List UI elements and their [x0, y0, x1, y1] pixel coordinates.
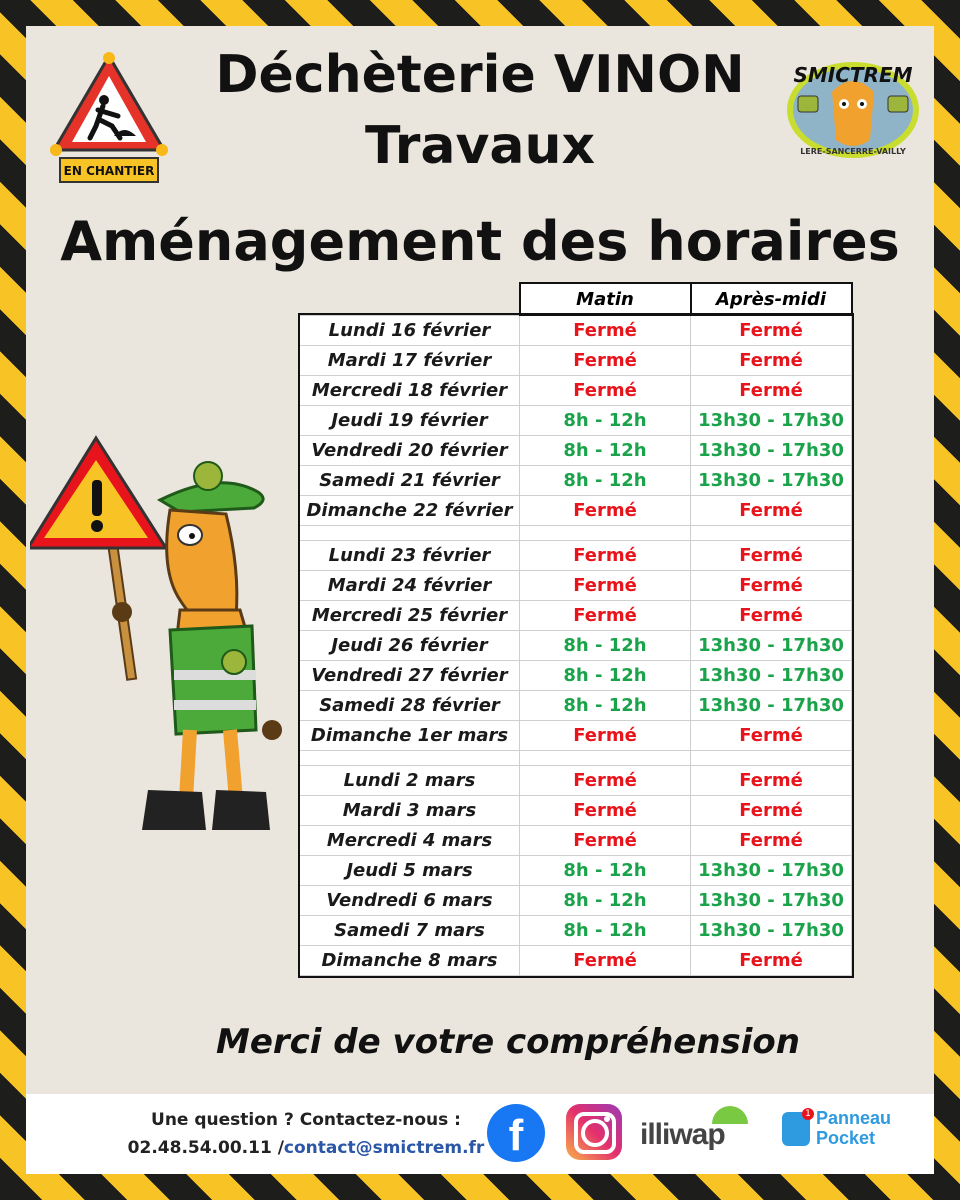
mascot-goat-illustration [30, 430, 300, 850]
am-cell: 8h - 12h [520, 856, 691, 886]
am-cell: Fermé [520, 346, 691, 376]
week-spacer-row [300, 526, 852, 541]
spacer-cell [300, 526, 520, 541]
am-cell: Fermé [520, 376, 691, 406]
table-row [300, 721, 852, 751]
spacer-cell [691, 751, 852, 766]
table-row [300, 571, 852, 601]
pm-cell: 13h30 - 17h30 [691, 436, 852, 466]
instagram-icon[interactable] [566, 1104, 622, 1160]
table-row [300, 496, 852, 526]
am-cell: 8h - 12h [520, 406, 691, 436]
pm-cell: Fermé [691, 376, 852, 406]
day-cell: Dimanche 8 mars [300, 946, 520, 976]
en-chantier-label: EN CHANTIER [63, 164, 155, 178]
page-subtitle: Travaux [364, 116, 596, 176]
table-header-row [300, 283, 852, 315]
contact-email-link[interactable]: contact@smictrem.fr [283, 1138, 485, 1158]
table-row [300, 856, 852, 886]
header-pm: Après-midi [691, 283, 852, 315]
pm-cell: 13h30 - 17h30 [691, 691, 852, 721]
panneaupocket-line1: Panneau [816, 1108, 892, 1128]
pm-cell: 13h30 - 17h30 [691, 661, 852, 691]
pm-cell: Fermé [691, 826, 852, 856]
section-heading: Aménagement des horaires [60, 210, 900, 273]
contact-block [96, 1106, 516, 1162]
footer-bar [26, 1094, 934, 1174]
am-cell: Fermé [520, 826, 691, 856]
day-cell: Mercredi 4 mars [300, 826, 520, 856]
pm-cell: Fermé [691, 496, 852, 526]
day-cell: Vendredi 27 février [300, 661, 520, 691]
am-cell: Fermé [520, 766, 691, 796]
panneaupocket-label[interactable] [816, 1108, 891, 1148]
pm-cell: Fermé [691, 946, 852, 976]
pm-cell: 13h30 - 17h30 [691, 466, 852, 496]
week-spacer-row [300, 751, 852, 766]
table-row [300, 826, 852, 856]
closing-message: Merci de votre compréhension [215, 1022, 800, 1062]
table-row [300, 315, 852, 346]
pm-cell: Fermé [691, 601, 852, 631]
smictrem-logo-subtext: LERE-SANCERRE-VAILLY [800, 147, 906, 156]
pm-cell: Fermé [691, 315, 852, 346]
schedule-body [300, 315, 852, 976]
pm-cell: Fermé [691, 766, 852, 796]
illiwap-icon[interactable]: illiwap [640, 1118, 725, 1151]
am-cell: 8h - 12h [520, 691, 691, 721]
day-cell: Jeudi 26 février [300, 631, 520, 661]
table-row [300, 766, 852, 796]
am-cell: 8h - 12h [520, 916, 691, 946]
day-cell: Samedi 21 février [300, 466, 520, 496]
smictrem-logo-text: SMICTREM [793, 63, 913, 87]
contact-question: Une question ? Contactez-nous : [151, 1110, 461, 1130]
pm-cell: 13h30 - 17h30 [691, 406, 852, 436]
spacer-cell [520, 526, 691, 541]
am-cell: Fermé [520, 571, 691, 601]
day-cell: Dimanche 22 février [300, 496, 520, 526]
pm-cell: Fermé [691, 796, 852, 826]
table-row [300, 631, 852, 661]
table-row [300, 946, 852, 976]
table-row [300, 466, 852, 496]
facebook-icon[interactable]: f [487, 1104, 545, 1162]
table-row [300, 691, 852, 721]
schedule-table [299, 282, 853, 976]
contact-phone: 02.48.54.00.11 / [127, 1138, 284, 1158]
table-row [300, 376, 852, 406]
table-row [300, 661, 852, 691]
am-cell: 8h - 12h [520, 886, 691, 916]
table-row [300, 796, 852, 826]
am-cell: 8h - 12h [520, 631, 691, 661]
day-cell: Dimanche 1er mars [300, 721, 520, 751]
pm-cell: 13h30 - 17h30 [691, 856, 852, 886]
am-cell: Fermé [520, 601, 691, 631]
table-row [300, 406, 852, 436]
table-row [300, 886, 852, 916]
day-cell: Jeudi 5 mars [300, 856, 520, 886]
day-cell: Vendredi 6 mars [300, 886, 520, 916]
am-cell: 8h - 12h [520, 466, 691, 496]
spacer-cell [691, 526, 852, 541]
day-cell: Lundi 23 février [300, 541, 520, 571]
spacer-cell [520, 751, 691, 766]
am-cell: Fermé [520, 541, 691, 571]
day-cell: Lundi 2 mars [300, 766, 520, 796]
header-am: Matin [520, 283, 691, 315]
pm-cell: 13h30 - 17h30 [691, 886, 852, 916]
pm-cell: Fermé [691, 571, 852, 601]
day-cell: Jeudi 19 février [300, 406, 520, 436]
day-cell: Mardi 3 mars [300, 796, 520, 826]
day-cell: Lundi 16 février [300, 315, 520, 346]
header-blank-cell [300, 283, 520, 315]
am-cell: Fermé [520, 496, 691, 526]
spacer-cell [300, 751, 520, 766]
am-cell: 8h - 12h [520, 436, 691, 466]
day-cell: Samedi 28 février [300, 691, 520, 721]
day-cell: Mardi 17 février [300, 346, 520, 376]
table-row [300, 436, 852, 466]
am-cell: Fermé [520, 946, 691, 976]
day-cell: Mercredi 18 février [300, 376, 520, 406]
day-cell: Samedi 7 mars [300, 916, 520, 946]
day-cell: Mardi 24 février [300, 571, 520, 601]
am-cell: Fermé [520, 721, 691, 751]
day-cell: Vendredi 20 février [300, 436, 520, 466]
pm-cell: Fermé [691, 346, 852, 376]
am-cell: 8h - 12h [520, 661, 691, 691]
pm-cell: 13h30 - 17h30 [691, 631, 852, 661]
am-cell: Fermé [520, 315, 691, 346]
table-row [300, 916, 852, 946]
table-row [300, 346, 852, 376]
pm-cell: Fermé [691, 541, 852, 571]
page-title: Déchèterie VINON [215, 45, 745, 105]
am-cell: Fermé [520, 796, 691, 826]
pm-cell: Fermé [691, 721, 852, 751]
contact-line [96, 1134, 516, 1162]
table-row [300, 601, 852, 631]
pm-cell: 13h30 - 17h30 [691, 916, 852, 946]
table-row [300, 541, 852, 571]
panneaupocket-badge: 1 [802, 1108, 814, 1120]
panneaupocket-line2: Pocket [816, 1128, 876, 1148]
day-cell: Mercredi 25 février [300, 601, 520, 631]
